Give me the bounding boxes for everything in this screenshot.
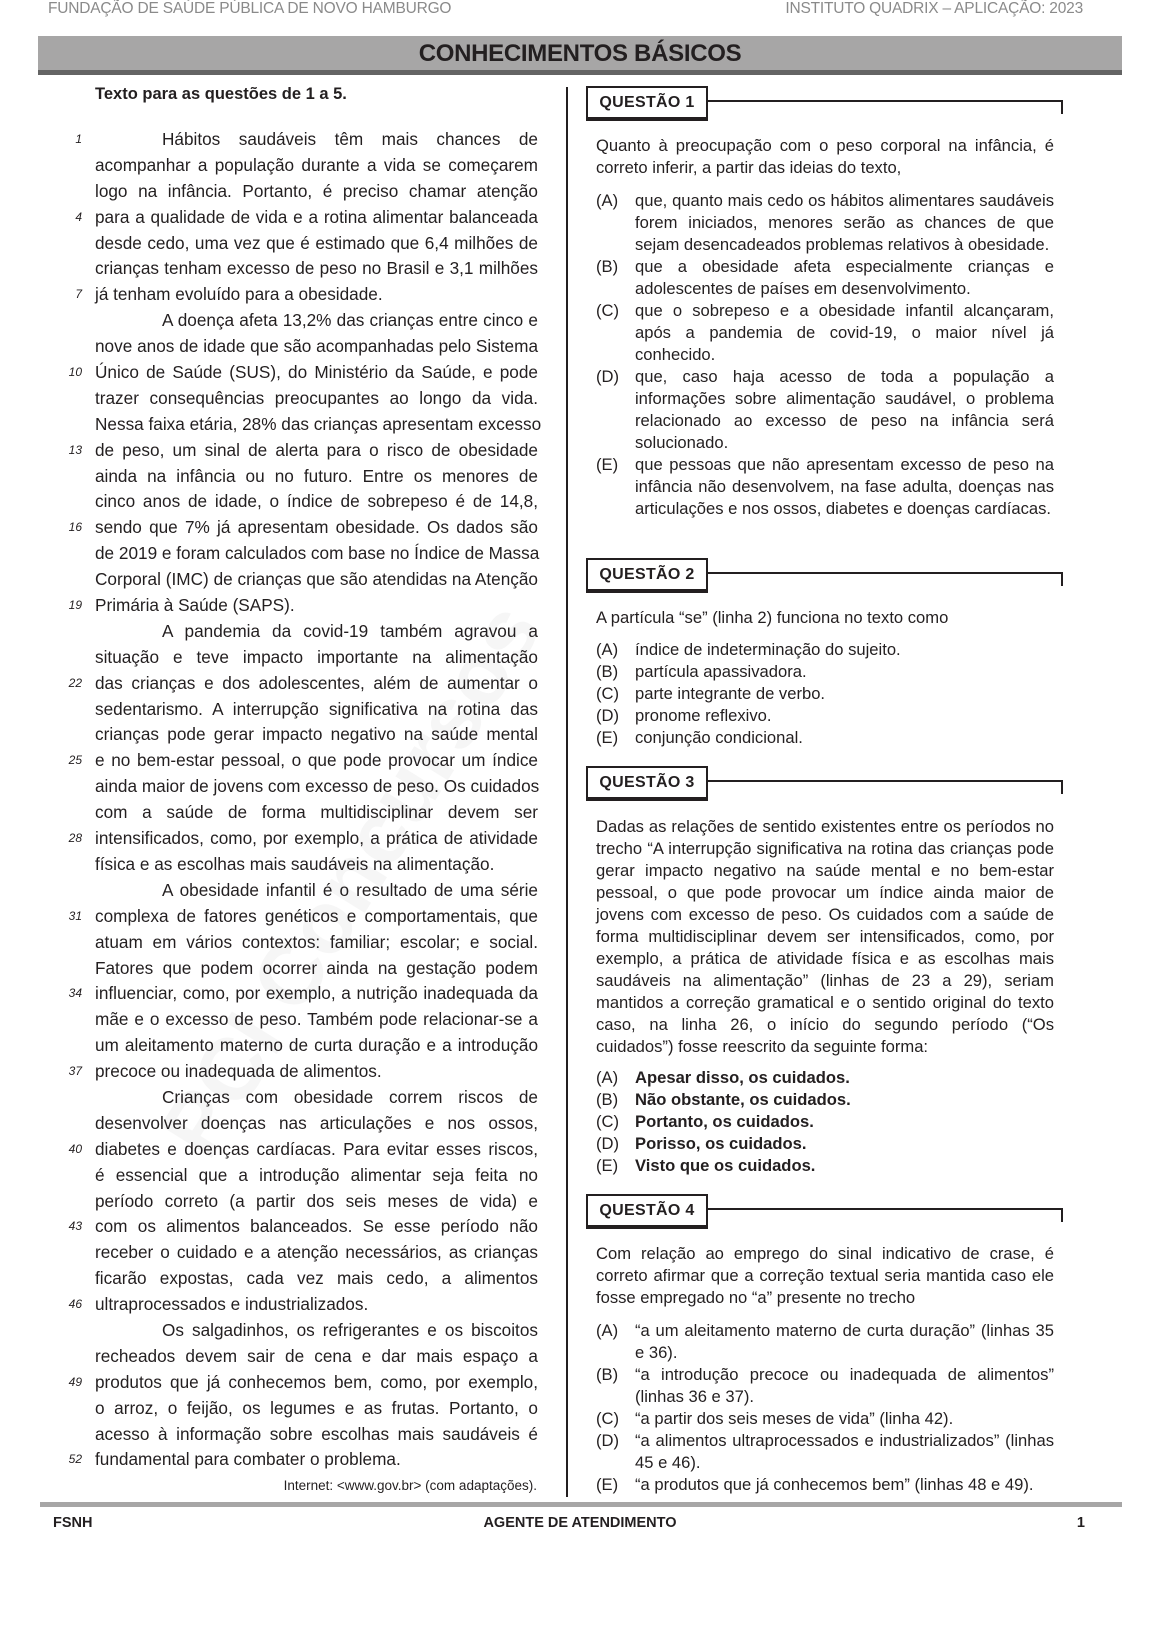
passage-line (60, 1344, 538, 1370)
question-2-rule (708, 572, 1063, 574)
option-letter: (E) (596, 1475, 619, 1494)
line-text: com os alimentos balanceados. Se esse período não (95, 1216, 538, 1237)
question-1-options (596, 190, 1054, 520)
passage-line (60, 1085, 538, 1111)
line-text: Fatores que podem ocorrer ainda na gestação podem (95, 957, 538, 978)
question-2-header (586, 558, 1122, 594)
option-text: que o sobrepeso e a obesidade infantil alcançaram, após a pandemia de covid-19, o maior nível já conhecido. (635, 301, 1054, 364)
line-text: A doença afeta 13,2% das crianças entre cinco e (162, 310, 538, 331)
line-text: ultraprocessados e industrializados. (95, 1294, 369, 1315)
passage-line (60, 205, 538, 231)
passage-line (60, 334, 538, 360)
option-text: Não obstante, os cuidados. (635, 1090, 851, 1109)
question-2-option[interactable] (596, 639, 1054, 661)
question-4-rule-tick (1061, 1208, 1063, 1222)
passage-line (60, 515, 538, 541)
passage-line (60, 1422, 538, 1448)
passage-line (60, 878, 538, 904)
question-3-option[interactable] (596, 1155, 1054, 1177)
passage-line (60, 1214, 538, 1240)
question-2-label: QUESTÃO 2 (586, 558, 708, 593)
option-text: índice de indeterminação do sujeito. (635, 640, 901, 659)
line-text: Corporal (IMC) de crianças que são atendidas na Atenção (95, 569, 538, 590)
line-text: A obesidade infantil é o resultado de uma série (162, 879, 538, 900)
option-letter: (A) (596, 1321, 619, 1340)
line-text: intensificados, como, por exemplo, a prática de atividade (95, 828, 538, 849)
option-letter: (B) (596, 257, 619, 276)
line-text: complexa de fatores genéticos e comportamentais, que (95, 905, 538, 926)
line-text: Crianças com obesidade correm riscos de (162, 1086, 538, 1107)
option-letter: (E) (596, 455, 619, 474)
option-text: que, quanto mais cedo os hábitos alimentares saudáveis forem iniciados, menores serão as chances de que sejam desencadeados problemas relativos à obesidade. (635, 191, 1054, 254)
line-number: 13 (68, 442, 82, 457)
passage-line (60, 1240, 538, 1266)
line-number: 4 (75, 209, 82, 224)
line-text: sedentarismo. A interrupção significativa na rotina das (95, 698, 538, 719)
line-text: crianças pode gerar impacto negativo na saúde mental (95, 724, 538, 745)
passage-line (60, 1266, 538, 1292)
passage-line (60, 438, 538, 464)
line-number: 19 (68, 598, 82, 613)
question-1-option[interactable] (596, 256, 1054, 300)
passage-line (60, 231, 538, 257)
question-1-header (586, 86, 1122, 122)
line-text: já tenham evoluído para a obesidade. (95, 284, 383, 305)
question-3-option[interactable] (596, 1133, 1054, 1155)
line-number: 1 (75, 132, 82, 146)
passage-line (60, 412, 542, 438)
option-text: que, caso haja acesso de toda a população a informações sobre alimentação saudável, o problema relacionado ao excesso de peso na infância será solucionado. (635, 367, 1054, 452)
question-4-option[interactable] (596, 1320, 1054, 1364)
passage-line (60, 1370, 538, 1396)
question-2-option[interactable] (596, 705, 1054, 727)
line-text: cinco anos de idade, o índice de sobrepeso é de 14,8, (95, 491, 538, 512)
option-letter: (A) (596, 640, 619, 659)
option-text: parte integrante de verbo. (635, 684, 826, 703)
question-2-option[interactable] (596, 661, 1054, 683)
option-text: “a introdução precoce ou inadequada de alimentos” (linhas 36 e 37). (635, 1365, 1054, 1406)
line-text: acesso à informação sobre escolhas mais saudáveis é (95, 1423, 538, 1444)
question-3-stem: Dadas as relações de sentido existentes entre os períodos no trecho “A interrupção significativa na rotina das crianças pode gerar impacto negativo na saúde mental e no bem-estar pessoal, o que pode provocar um índice ainda maior de jovens com excesso de peso. Os cuidados com a saúde de forma multidisciplinar devem ser intensificados, como, por exemplo, a prática de atividade física e as escolhas mais saudáveis na alimentação” (linhas de 23 a 29), seriam mantidos a correção gramatical e o sentido original do texto caso, na linha 26, o início do segundo período (“Os cuidados”) fosse reescrito da seguinte forma: (596, 817, 1054, 1056)
footer-position: AGENTE DE ATENDIMENTO (483, 1515, 677, 1531)
line-text: logo na infância. Portanto, é preciso chamar atenção (95, 180, 538, 201)
passage-line (60, 593, 538, 619)
passage-line (60, 748, 538, 774)
line-text: A pandemia da covid-19 também agravou a (162, 620, 538, 641)
question-2-option[interactable] (596, 727, 1054, 749)
question-2-rule-tick (1061, 572, 1063, 586)
passage-source: Internet: <www.gov.br> (com adaptações). (283, 1478, 537, 1493)
line-number: 40 (68, 1141, 82, 1156)
line-number: 43 (68, 1219, 82, 1234)
passage-line (60, 360, 538, 386)
line-text: nove anos de idade que são acompanhadas pelo Sistema (95, 336, 538, 357)
question-4-option[interactable] (596, 1364, 1054, 1408)
line-number: 46 (68, 1297, 82, 1312)
line-number: 22 (68, 675, 82, 690)
passage-line (60, 127, 538, 153)
passage-line (60, 1033, 538, 1059)
line-text: acompanhar a população durante a vida se começarem (95, 154, 538, 175)
option-letter: (D) (596, 706, 620, 725)
passage-line (60, 282, 538, 308)
passage-text (60, 127, 542, 1473)
question-3-rule (708, 780, 1063, 782)
line-text: Os salgadinhos, os refrigerantes e os biscoitos (162, 1319, 538, 1340)
passage-line (60, 386, 538, 412)
question-2-option[interactable] (596, 683, 1054, 705)
question-1-stem: Quanto à preocupação com o peso corporal na infância, é correto inferir, a partir das ideias do texto, (596, 136, 1054, 177)
line-text: ainda na infância ou no futuro. Entre os menores de (95, 465, 538, 486)
question-4-stem: Com relação ao emprego do sinal indicativo de crase, é correto afirmar que a correção textual seria mantida caso ele fosse empregado no “a” presente no trecho (596, 1244, 1054, 1307)
line-text: influenciar, como, por exemplo, a nutrição inadequada da (95, 983, 538, 1004)
line-number: 52 (68, 1452, 82, 1467)
line-text: para a qualidade de vida e a rotina alimentar balanceada (95, 206, 538, 227)
line-text: mãe e o excesso de peso. Também pode relacionar-se a (95, 1009, 538, 1030)
line-number: 25 (68, 753, 82, 768)
passage-line (60, 697, 538, 723)
option-text: conjunção condicional. (635, 728, 803, 747)
line-text: ainda maior de jovens com excesso de peso. Os cuidados (95, 776, 540, 797)
line-text: de 2019 e foram calculados com base no Índice de Massa (95, 543, 540, 564)
line-text: das crianças e dos adolescentes, além de aumentar o (95, 672, 538, 693)
page-number: 1 (1076, 1515, 1085, 1531)
line-text: Único de Saúde (SUS), do Ministério da Saúde, e pode (95, 362, 538, 383)
question-3-label: QUESTÃO 3 (586, 766, 708, 801)
question-3-options (596, 1067, 1054, 1177)
question-4-options (596, 1320, 1054, 1496)
line-text: crianças tenham excesso de peso no Brasil e 3,1 milhões (95, 258, 538, 279)
option-letter: (C) (596, 684, 620, 703)
column-divider (566, 87, 568, 1497)
line-text: recheados devem sair de cena e dar mais espaço a (95, 1345, 538, 1366)
passage-line (60, 852, 538, 878)
option-letter: (E) (596, 728, 619, 747)
passage-heading: Texto para as questões de 1 a 5. (95, 85, 347, 103)
header-institution: FUNDAÇÃO DE SAÚDE PÚBLICA DE NOVO HAMBURGO (48, 0, 452, 17)
question-1-option[interactable] (596, 366, 1054, 454)
line-text: precoce ou inadequada de alimentos. (95, 1061, 382, 1082)
question-3-rule-tick (1061, 780, 1063, 794)
option-text: Visto que os cuidados. (635, 1156, 816, 1175)
line-text: produtos que já conhecemos bem, como, por exemplo, (95, 1371, 538, 1392)
passage-line (60, 1396, 538, 1422)
passage-line (60, 800, 538, 826)
line-text: de peso, um sinal de alerta para o risco de obesidade (95, 439, 538, 460)
passage-line (60, 956, 538, 982)
passage-line (60, 1447, 538, 1473)
line-number: 49 (68, 1374, 82, 1389)
passage-line (60, 774, 538, 800)
passage-line (60, 619, 538, 645)
passage-line (60, 541, 538, 567)
line-text: diabetes e doenças cardíacas. Para evitar esses riscos, (95, 1138, 538, 1159)
option-letter: (A) (596, 191, 619, 210)
passage-line (60, 179, 538, 205)
passage-line (60, 1059, 538, 1085)
option-text: Portanto, os cuidados. (635, 1112, 814, 1131)
option-letter: (C) (596, 1409, 620, 1428)
question-1-rule (708, 100, 1063, 102)
question-1-option[interactable] (596, 300, 1054, 366)
passage-line (60, 153, 538, 179)
option-letter: (E) (596, 1156, 619, 1175)
option-letter: (D) (596, 1431, 620, 1450)
option-letter: (D) (596, 1134, 620, 1153)
passage-line (60, 256, 538, 282)
passage-line (60, 567, 538, 593)
question-4-header (586, 1194, 1122, 1230)
question-1-option[interactable] (596, 454, 1054, 520)
line-number: 34 (68, 986, 82, 1001)
line-text: sendo que 7% já apresentam obesidade. Os dados são (95, 517, 538, 538)
line-text: física e as escolhas mais saudáveis na alimentação. (95, 853, 495, 874)
section-title: CONHECIMENTOS BÁSICOS (418, 40, 742, 67)
passage-line (60, 981, 538, 1007)
passage-line (60, 464, 538, 490)
header-exam-board: INSTITUTO QUADRIX – APLICAÇÃO: 2023 (785, 0, 1083, 17)
option-letter: (D) (596, 367, 620, 386)
option-letter: (B) (596, 1090, 619, 1109)
option-text: “a produtos que já conhecemos bem” (linhas 48 e 49). (635, 1475, 1034, 1494)
question-3-option[interactable] (596, 1089, 1054, 1111)
question-3-option[interactable] (596, 1111, 1054, 1133)
question-3-header (586, 766, 1122, 802)
line-number: 16 (68, 520, 82, 535)
option-text: Apesar disso, os cuidados. (635, 1068, 850, 1087)
option-text: Porisso, os cuidados. (635, 1134, 807, 1153)
option-letter: (A) (596, 1068, 619, 1087)
passage-line (60, 1111, 538, 1137)
line-text: receber o cuidado e a atenção necessários, as crianças (95, 1242, 538, 1263)
line-text: com a saúde de forma multidisciplinar devem ser (95, 802, 538, 823)
passage-line (60, 1318, 538, 1344)
passage-line (60, 826, 538, 852)
line-text: situação e teve impacto importante na alimentação (95, 646, 538, 667)
line-text: um aleitamento materno de curta duração e a introdução (95, 1035, 538, 1056)
footer-bar (40, 1502, 1122, 1507)
question-4-rule (708, 1208, 1063, 1210)
line-text: o arroz, o feijão, os legumes e as frutas. Portanto, o (95, 1397, 538, 1418)
option-letter: (C) (596, 1112, 620, 1131)
line-text: Nessa faixa etária, 28% das crianças apresentam excesso (95, 413, 542, 434)
line-text: ficarão expostas, cada vez mais cedo, a alimentos (95, 1268, 538, 1289)
line-text: atuam em vários contextos: familiar; escolar; e social. (95, 931, 538, 952)
passage-line (60, 1163, 538, 1189)
passage-line (60, 671, 538, 697)
passage-line (60, 904, 538, 930)
option-letter: (C) (596, 301, 620, 320)
option-letter: (B) (596, 1365, 619, 1384)
section-banner-strip (38, 70, 1122, 75)
line-text: é essencial que a introdução alimentar seja feita no (95, 1164, 538, 1185)
question-4-option[interactable] (596, 1408, 1054, 1430)
line-number: 28 (68, 831, 82, 846)
line-number: 37 (68, 1064, 82, 1079)
passage-line (60, 1137, 538, 1163)
passage-line (60, 1292, 538, 1318)
passage-line (60, 308, 538, 334)
passage-line (60, 1189, 538, 1215)
line-text: Hábitos saudáveis têm mais chances de (162, 129, 538, 149)
question-2-stem: A partícula “se” (linha 2) funciona no texto como (596, 608, 949, 627)
passage-line (60, 722, 538, 748)
option-text: “a alimentos ultraprocessados e industrializados” (linhas 45 e 46). (635, 1431, 1054, 1472)
question-2-options (596, 639, 1054, 749)
option-text: que pessoas que não apresentam excesso de peso na infância não desenvolvem, na fase adulta, doenças nas articulações e nos ossos, diabetes e doenças cardíacas. (635, 455, 1054, 518)
passage-line (60, 645, 538, 671)
line-number: 10 (68, 365, 82, 380)
option-text: que a obesidade afeta especialmente crianças e adolescentes de países em desenvolvimento. (635, 257, 1054, 298)
option-text: “a partir dos seis meses de vida” (linha 42). (635, 1409, 954, 1428)
question-1-rule-tick (1061, 100, 1063, 114)
question-1-option[interactable] (596, 190, 1054, 256)
line-text: Primária à Saúde (SAPS). (95, 595, 295, 616)
line-text: período correto (a partir dos seis meses de vida) e (95, 1190, 538, 1211)
question-4-option[interactable] (596, 1430, 1054, 1474)
line-text: desde cedo, uma vez que é estimado que 6,4 milhões de (95, 232, 538, 253)
line-text: desenvolver doenças nas articulações e nos ossos, (95, 1112, 538, 1133)
option-text: pronome reflexivo. (635, 706, 772, 725)
line-text: fundamental para combater o problema. (95, 1449, 401, 1470)
question-3-option[interactable] (596, 1067, 1054, 1089)
option-text: “a um aleitamento materno de curta duração” (linhas 35 e 36). (635, 1321, 1054, 1362)
passage-line (60, 930, 538, 956)
line-text: e no bem-estar pessoal, o que pode provocar um índice (95, 750, 538, 771)
option-text: partícula apassivadora. (635, 662, 807, 681)
passage-line (60, 489, 538, 515)
question-4-option[interactable] (596, 1474, 1054, 1496)
question-4-label: QUESTÃO 4 (586, 1194, 708, 1229)
line-number: 7 (75, 287, 82, 302)
line-number: 31 (68, 908, 82, 923)
question-1-label: QUESTÃO 1 (586, 86, 708, 121)
line-text: trazer consequências preocupantes ao longo da vida. (95, 387, 538, 408)
passage-line (60, 1007, 538, 1033)
footer-org: FSNH (53, 1515, 93, 1531)
option-letter: (B) (596, 662, 619, 681)
